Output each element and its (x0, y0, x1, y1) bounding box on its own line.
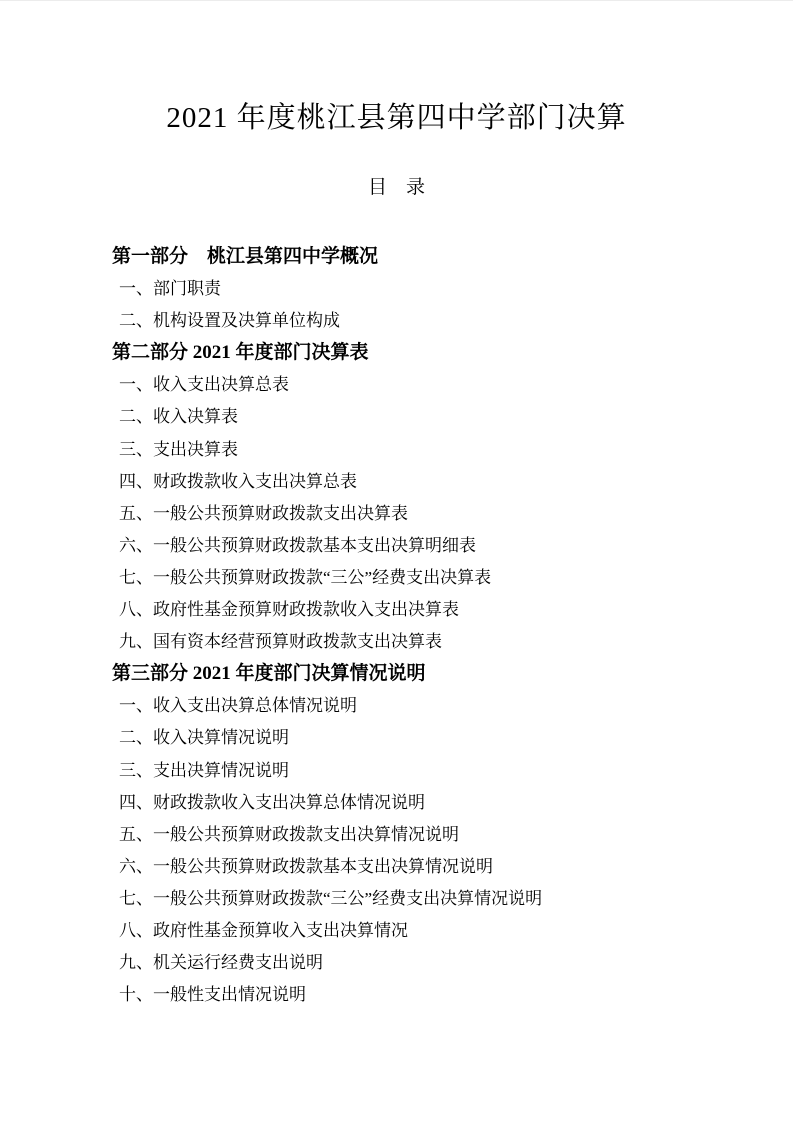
document-title: 2021 年度桃江县第四中学部门决算 (166, 102, 627, 134)
toc-item: 二、收入决算表 (119, 407, 238, 427)
toc-item: 一、收入支出决算总体情况说明 (119, 696, 357, 716)
toc-item: 五、一般公共预算财政拨款支出决算情况说明 (119, 824, 459, 844)
toc-item: 六、一般公共预算财政拨款基本支出决算明细表 (119, 535, 476, 555)
toc-item: 二、机构设置及决算单位构成 (119, 311, 340, 331)
toc-item: 五、一般公共预算财政拨款支出决算表 (119, 503, 408, 523)
toc-heading: 目 录 (367, 177, 425, 198)
toc-item: 十、一般性支出情况说明 (119, 985, 306, 1005)
toc-item: 一、部门职责 (119, 279, 221, 299)
section-heading-part3: 第三部分 2021 年度部门决算情况说明 (112, 663, 426, 685)
toc-item: 九、机关运行经费支出说明 (119, 953, 323, 973)
toc-item: 三、支出决算表 (119, 439, 238, 459)
table-of-contents (0, 241, 793, 1011)
toc-item: 二、收入决算情况说明 (119, 728, 289, 748)
toc-item: 一、收入支出决算总表 (119, 375, 289, 395)
section-heading-part1: 第一部分 桃江县第四中学概况 (112, 246, 379, 267)
toc-item: 四、财政拨款收入支出决算总表 (119, 471, 357, 491)
toc-item: 七、一般公共预算财政拨款“三公”经费支出决算情况说明 (119, 888, 543, 908)
toc-item: 九、国有资本经营预算财政拨款支出决算表 (119, 632, 442, 652)
toc-item: 三、支出决算情况说明 (119, 760, 289, 780)
toc-item: 七、一般公共预算财政拨款“三公”经费支出决算表 (119, 567, 492, 587)
toc-item: 八、政府性基金预算收入支出决算情况 (119, 920, 408, 940)
toc-item: 八、政府性基金预算财政拨款收入支出决算表 (119, 600, 459, 620)
toc-item: 四、财政拨款收入支出决算总体情况说明 (119, 792, 425, 812)
toc-item: 六、一般公共预算财政拨款基本支出决算情况说明 (119, 856, 493, 876)
section-heading-part2: 第二部分 2021 年度部门决算表 (112, 342, 369, 364)
